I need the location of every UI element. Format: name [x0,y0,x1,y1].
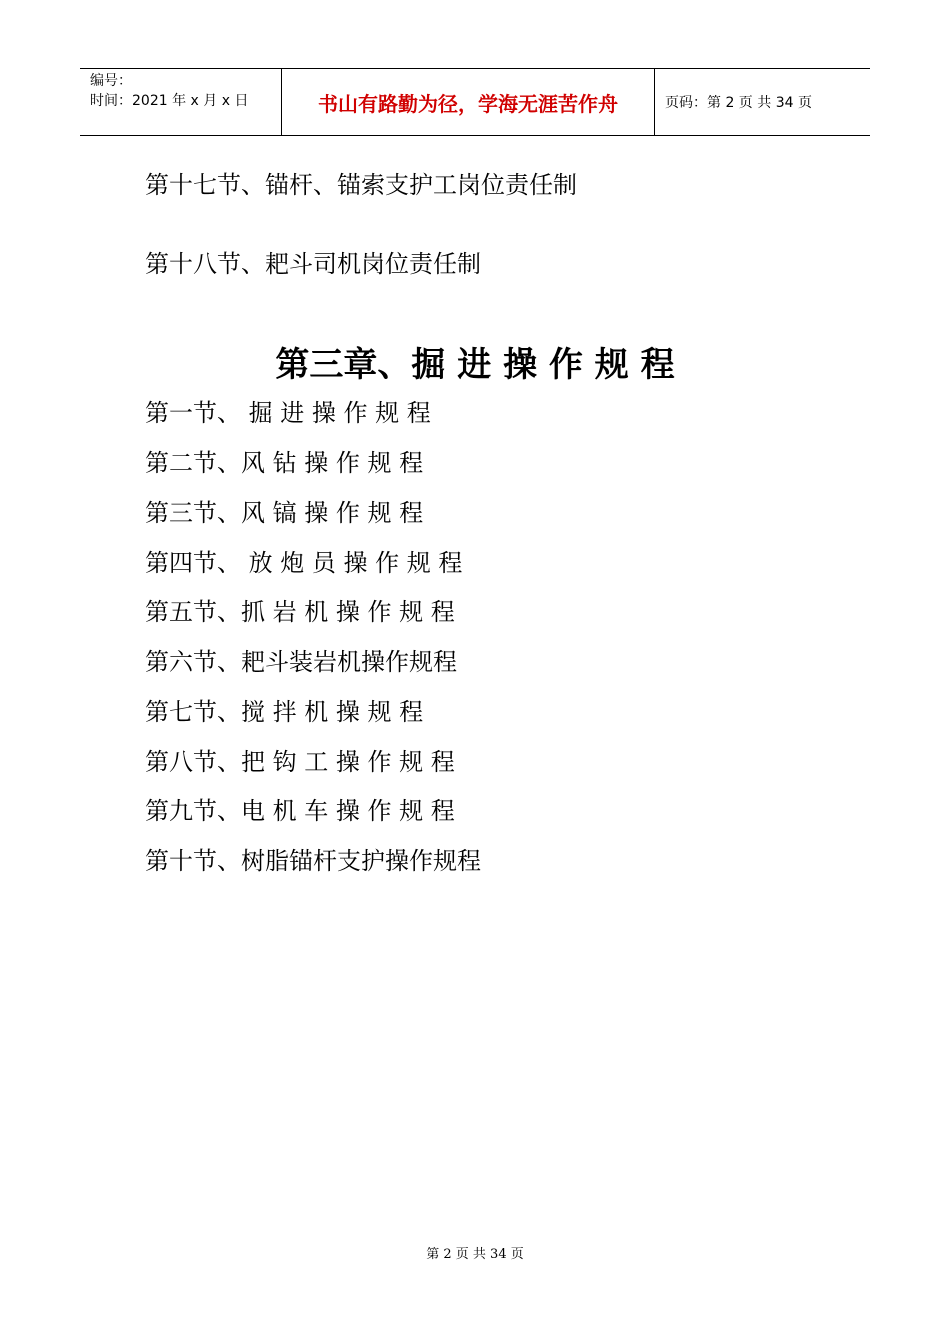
toc-item: 第五节、抓 岩 机 操 作 规 程 [145,598,455,626]
toc-item: 第八节、把 钩 工 操 作 规 程 [145,748,455,776]
chapter-title: 第三章、掘 进 操 作 规 程 [275,345,675,385]
toc-item: 第十七节、锚杆、锚索支护工岗位责任制 [145,171,577,199]
toc-item: 第三节、风 镐 操 作 规 程 [145,499,424,527]
page-footer: 第 2 页 共 34 页 [426,1247,524,1262]
page-header [80,68,870,136]
toc-item: 第十节、树脂锚杆支护操作规程 [145,847,481,875]
toc-item: 第七节、搅 拌 机 操 规 程 [145,698,424,726]
toc-item: 第九节、电 机 车 操 作 规 程 [145,797,455,825]
header-page-info: 页码：第 2 页 共 34 页 [665,95,812,111]
toc-item: 第六节、耙斗装岩机操作规程 [145,648,457,676]
document-number-label: 编号： [90,73,132,89]
header-motto: 书山有路勤为径，学海无涯苦作舟 [282,69,655,135]
document-date: 时间：2021 年 x 月 x 日 [90,93,249,109]
header-meta-cell [80,69,282,135]
toc-item: 第十八节、耙斗司机岗位责任制 [145,250,481,278]
toc-item: 第二节、风 钻 操 作 规 程 [145,449,424,477]
toc-item: 第四节、 放 炮 员 操 作 规 程 [145,549,463,577]
toc-item: 第一节、 掘 进 操 作 规 程 [145,399,431,427]
